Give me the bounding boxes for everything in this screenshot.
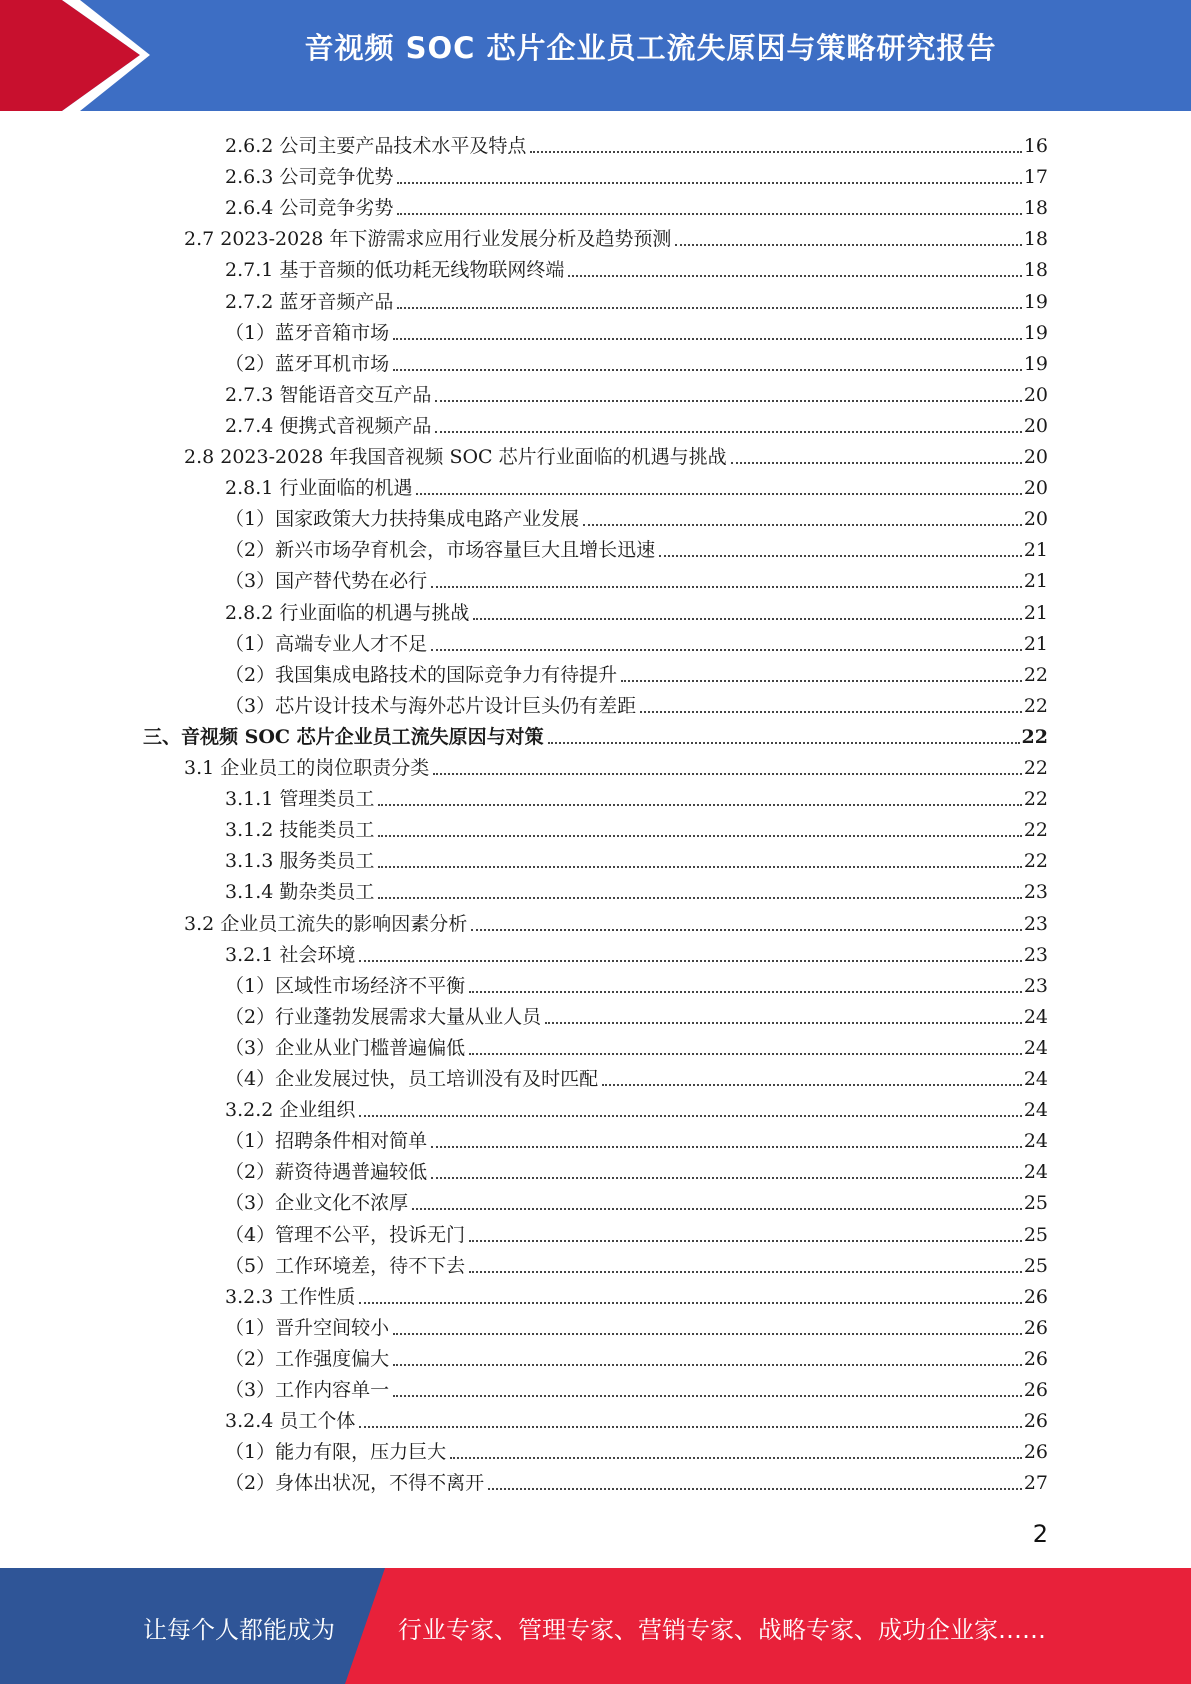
footer-slogan-right: 行业专家、管理专家、营销专家、战略专家、成功企业家……: [398, 1616, 1046, 1644]
toc-dot-leader: [359, 1426, 1021, 1428]
toc-entry[interactable]: [225, 1029, 1048, 1060]
toc-entry[interactable]: [225, 1122, 1048, 1153]
toc-entry-title: 2.6.4 公司竞争劣势: [225, 197, 394, 220]
toc-entry[interactable]: [225, 127, 1048, 158]
page-number: 2: [1032, 1520, 1048, 1548]
toc-entry-title: 2.6.2 公司主要产品技术水平及特点: [225, 135, 527, 157]
toc-entry-page: 26: [1023, 1347, 1048, 1370]
toc-entry[interactable]: [225, 251, 1048, 282]
toc-entry-title: （1）晋升空间较小: [225, 1316, 390, 1339]
toc-entry-title: 3.1.4 勤杂类员工: [225, 881, 375, 904]
toc-entry[interactable]: [225, 189, 1048, 220]
toc-dot-leader: [602, 1084, 1022, 1086]
toc-dot-leader: [450, 1457, 1022, 1459]
toc-dot-leader: [393, 1395, 1022, 1397]
toc-dot-leader: [359, 1302, 1021, 1304]
toc-entry-page: 22: [1023, 757, 1048, 779]
toc-dot-leader: [397, 182, 1021, 184]
toc-entry-title: （1）能力有限，压力巨大: [225, 1441, 447, 1464]
toc-entry[interactable]: [225, 1184, 1048, 1215]
toc-dot-leader: [431, 1177, 1022, 1179]
toc-dot-leader: [469, 1271, 1022, 1273]
toc-entry[interactable]: [225, 469, 1048, 500]
toc-dot-leader: [378, 866, 1021, 868]
toc-entry-page: 23: [1023, 974, 1048, 997]
toc-dot-leader: [473, 618, 1021, 620]
toc-entry[interactable]: [225, 1433, 1048, 1464]
toc-dot-leader: [393, 1364, 1022, 1366]
toc-dot-leader: [435, 400, 1021, 402]
toc-entry-page: 22: [1023, 850, 1048, 873]
toc-entry-title: （2）工作强度偏大: [225, 1347, 390, 1370]
toc-entry[interactable]: [225, 1371, 1048, 1402]
toc-entry[interactable]: [184, 438, 1048, 469]
toc-entry[interactable]: [143, 718, 1048, 749]
toc-entry[interactable]: [225, 780, 1048, 811]
toc-entry-page: 22: [1023, 819, 1048, 842]
toc-entry[interactable]: [225, 531, 1048, 562]
toc-dot-leader: [545, 1022, 1022, 1024]
toc-entry[interactable]: [225, 873, 1048, 904]
toc-entry[interactable]: [225, 1247, 1048, 1278]
toc-entry-page: 22: [1021, 725, 1048, 748]
toc-entry-title: 3.1.1 管理类员工: [225, 788, 375, 811]
toc-entry-title: （3）芯片设计技术与海外芯片设计巨头仍有差距: [225, 694, 637, 717]
toc-dot-leader: [359, 960, 1021, 962]
toc-entry-page: 18: [1023, 259, 1048, 282]
toc-entry[interactable]: [184, 905, 1048, 936]
toc-entry-title: 3.2.3 工作性质: [225, 1285, 356, 1308]
toc-entry-page: 21: [1023, 570, 1048, 593]
toc-entry[interactable]: [225, 967, 1048, 998]
toc-entry[interactable]: [225, 1153, 1048, 1184]
toc-entry-title: （3）国产替代势在必行: [225, 570, 428, 593]
toc-entry-title: 2.7.3 智能语音交互产品: [225, 383, 432, 406]
toc-dot-leader: [431, 586, 1022, 588]
toc-entry-title: （1）国家政策大力扶持集成电路产业发展: [225, 508, 580, 531]
toc-entry[interactable]: [225, 1091, 1048, 1122]
toc-entry[interactable]: [225, 656, 1048, 687]
toc-entry-page: 26: [1023, 1285, 1048, 1308]
toc-entry-page: 26: [1023, 1441, 1048, 1464]
toc-entry-title: 三、音视频 SOC 芯片企业员工流失原因与对策: [143, 725, 544, 748]
toc-entry-page: 25: [1023, 1192, 1048, 1215]
toc-entry-title: 2.8 2023-2028 年我国音视频 SOC 芯片行业面临的机遇与挑战: [184, 446, 727, 468]
toc-dot-leader: [393, 338, 1022, 340]
header-arrow-decoration: [0, 0, 150, 111]
toc-dot-leader: [469, 1053, 1022, 1055]
toc-entry-title: 2.7.1 基于音频的低功耗无线物联网终端: [225, 259, 565, 282]
toc-entry-title: 2.6.3 公司竞争优势: [225, 166, 394, 189]
toc-entry[interactable]: [225, 1216, 1048, 1247]
toc-entry-title: 2.7 2023-2028 年下游需求应用行业发展分析及趋势预测: [184, 228, 672, 251]
toc-entry-title: 3.1 企业员工的岗位职责分类: [184, 757, 430, 779]
toc-entry-title: （2）身体出状况，不得不离开: [225, 1472, 485, 1495]
toc-entry[interactable]: [225, 345, 1048, 376]
toc-entry-page: 20: [1023, 477, 1048, 500]
toc-entry-page: 21: [1023, 601, 1048, 624]
toc-entry[interactable]: [225, 1340, 1048, 1371]
toc-dot-leader: [469, 1240, 1022, 1242]
toc-entry-page: 24: [1023, 1161, 1048, 1184]
toc-entry-page: 18: [1023, 197, 1048, 220]
toc-entry-page: 16: [1023, 135, 1048, 157]
toc-entry-title: （1）区域性市场经济不平衡: [225, 974, 466, 997]
toc-entry-title: （4）管理不公平，投诉无门: [225, 1223, 466, 1246]
toc-entry-page: 27: [1023, 1472, 1048, 1495]
toc-dot-leader: [433, 773, 1022, 775]
toc-entry[interactable]: [225, 1464, 1048, 1495]
toc-entry[interactable]: [225, 811, 1048, 842]
toc-entry[interactable]: [225, 936, 1048, 967]
toc-entry-page: 18: [1023, 228, 1048, 251]
report-title: 音视频 SOC 芯片企业员工流失原因与策略研究报告: [304, 31, 997, 65]
footer-slogan-left: 让每个人都能成为: [143, 1616, 335, 1644]
toc-entry-page: 25: [1023, 1254, 1048, 1277]
toc-entry[interactable]: [225, 1060, 1048, 1091]
toc-entry-page: 20: [1023, 508, 1048, 531]
toc-entry-title: （3）企业文化不浓厚: [225, 1192, 409, 1215]
toc-entry-page: 22: [1023, 694, 1048, 717]
toc-entry-title: （2）行业蓬勃发展需求大量从业人员: [225, 1005, 542, 1028]
toc-entry-title: （3）企业从业门槛普遍偏低: [225, 1036, 466, 1059]
toc-entry[interactable]: [184, 749, 1048, 780]
toc-entry-title: （1）蓝牙音箱市场: [225, 321, 390, 344]
toc-entry[interactable]: [225, 594, 1048, 625]
toc-dot-leader: [378, 804, 1021, 806]
toc-entry-page: 26: [1023, 1379, 1048, 1401]
toc-entry[interactable]: [225, 625, 1048, 656]
toc-dot-leader: [568, 275, 1021, 277]
toc-dot-leader: [431, 649, 1022, 651]
toc-dot-leader: [378, 897, 1021, 899]
toc-entry-title: 3.1.2 技能类员工: [225, 819, 375, 842]
toc-entry-title: （2）我国集成电路技术的国际竞争力有待提升: [225, 663, 618, 686]
toc-entry-title: （3）工作内容单一: [225, 1379, 390, 1401]
toc-entry-page: 24: [1023, 1068, 1048, 1090]
toc-dot-leader: [412, 1208, 1022, 1210]
toc-entry[interactable]: [225, 500, 1048, 531]
toc-entry-title: （2）新兴市场孕育机会，市场容量巨大且增长迅速: [225, 539, 656, 562]
toc-entry-page: 23: [1023, 943, 1048, 966]
toc-entry-title: 2.8.1 行业面临的机遇: [225, 477, 413, 500]
toc-dot-leader: [469, 991, 1022, 993]
toc-entry[interactable]: [225, 842, 1048, 873]
toc-entry[interactable]: [225, 1278, 1048, 1309]
toc-entry-title: 3.1.3 服务类员工: [225, 850, 375, 873]
toc-entry-title: 2.8.2 行业面临的机遇与挑战: [225, 601, 470, 624]
toc-dot-leader: [431, 1146, 1022, 1148]
toc-dot-leader: [435, 431, 1021, 433]
toc-dot-leader: [640, 711, 1022, 713]
toc-entry[interactable]: [225, 1309, 1048, 1340]
toc-dot-leader: [393, 369, 1022, 371]
toc-entry[interactable]: [225, 1402, 1048, 1433]
toc-dot-leader: [675, 244, 1021, 246]
toc-entry[interactable]: [225, 407, 1048, 438]
toc-entry-page: 20: [1023, 446, 1048, 468]
toc-entry-page: 26: [1023, 1316, 1048, 1339]
toc-entry-page: 20: [1023, 414, 1048, 437]
toc-entry-page: 24: [1023, 1036, 1048, 1059]
toc-dot-leader: [416, 493, 1021, 495]
toc-entry-title: （1）高端专业人才不足: [225, 632, 428, 655]
toc-entry-page: 21: [1023, 632, 1048, 655]
toc-entry-title: （2）蓝牙耳机市场: [225, 352, 390, 375]
toc-dot-leader: [393, 1333, 1022, 1335]
toc-entry[interactable]: [225, 158, 1048, 189]
toc-entry-title: （5）工作环境差，待不下去: [225, 1254, 466, 1277]
toc-entry-title: 3.2.4 员工个体: [225, 1410, 356, 1433]
toc-dot-leader: [488, 1488, 1022, 1490]
toc-entry-page: 22: [1023, 788, 1048, 811]
toc-dot-leader: [621, 680, 1022, 682]
toc-dot-leader: [397, 213, 1021, 215]
toc-entry[interactable]: [225, 376, 1048, 407]
toc-entry[interactable]: [225, 687, 1048, 718]
toc-entry-page: 24: [1023, 1005, 1048, 1028]
toc-dot-leader: [659, 555, 1022, 557]
toc-entry-page: 24: [1023, 1099, 1048, 1122]
toc-entry-page: 20: [1023, 383, 1048, 406]
toc-entry-title: （2）薪资待遇普遍较低: [225, 1161, 428, 1184]
toc-entry-page: 26: [1023, 1410, 1048, 1433]
toc-entry[interactable]: [225, 562, 1048, 593]
toc-entry-title: 2.7.4 便携式音视频产品: [225, 414, 432, 437]
toc-entry-page: 24: [1023, 1130, 1048, 1153]
toc-entry-title: 3.2 企业员工流失的影响因素分析: [184, 912, 468, 935]
page-footer: [0, 1568, 1191, 1684]
toc-entry-page: 21: [1023, 539, 1048, 562]
toc-dot-leader: [397, 307, 1021, 309]
toc-entry-page: 23: [1023, 912, 1048, 935]
toc-dot-leader: [530, 151, 1021, 153]
toc-entry-page: 25: [1023, 1223, 1048, 1246]
page-header: [0, 0, 1191, 111]
toc-entry-title: 2.7.2 蓝牙音频产品: [225, 290, 394, 313]
toc-entry-title: （4）企业发展过快，员工培训没有及时匹配: [225, 1068, 599, 1090]
toc-dot-leader: [548, 742, 1020, 744]
toc-entry-page: 19: [1023, 290, 1048, 313]
toc-dot-leader: [471, 929, 1022, 931]
toc-entry[interactable]: [225, 314, 1048, 345]
toc-entry-page: 23: [1023, 881, 1048, 904]
toc-dot-leader: [583, 524, 1022, 526]
toc-dot-leader: [731, 462, 1022, 464]
toc-entry-page: 19: [1023, 321, 1048, 344]
toc-entry-page: 22: [1023, 663, 1048, 686]
toc-entry-title: 3.2.2 企业组织: [225, 1099, 356, 1122]
toc-dot-leader: [378, 835, 1021, 837]
toc-entry[interactable]: [225, 283, 1048, 314]
toc-dot-leader: [359, 1115, 1021, 1117]
toc-entry[interactable]: [225, 998, 1048, 1029]
toc-entry-title: （1）招聘条件相对简单: [225, 1130, 428, 1153]
toc-entry-page: 19: [1023, 352, 1048, 375]
toc-entry[interactable]: [184, 220, 1048, 251]
toc-entry-title: 3.2.1 社会环境: [225, 943, 356, 966]
toc-entry-page: 17: [1023, 166, 1048, 189]
